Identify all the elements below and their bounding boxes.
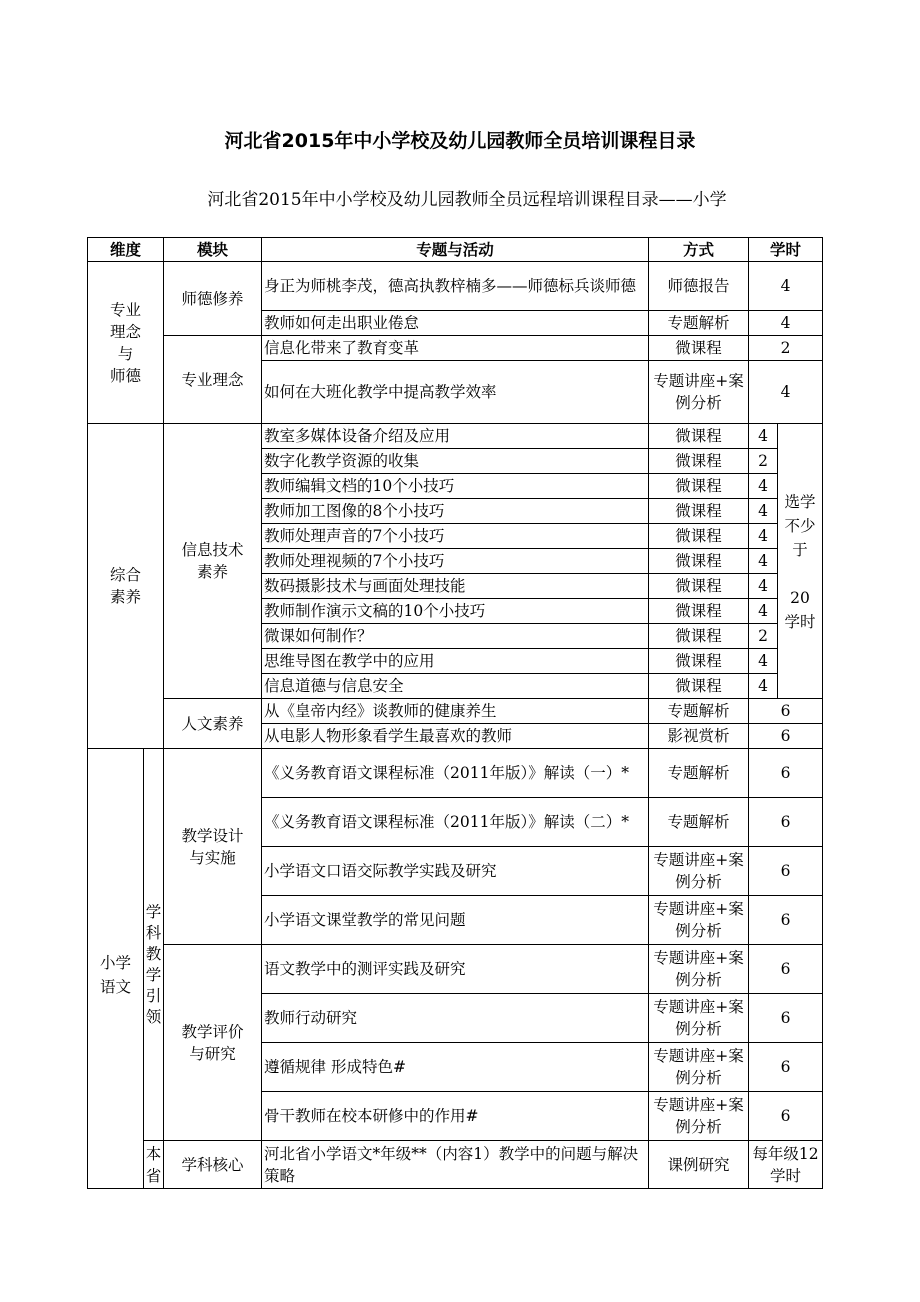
topic-cell: 教师加工图像的8个小技巧	[262, 499, 649, 524]
topic-cell: 教师如何走出职业倦怠	[262, 311, 649, 336]
hours-cell: 4	[749, 262, 823, 311]
method-cell: 影视赏析	[649, 724, 749, 749]
topic-cell: 小学语文口语交际教学实践及研究	[262, 847, 649, 896]
dimension-subject-guidance: 学科教学引领	[144, 749, 164, 1141]
module-humanities: 人文素养	[164, 699, 262, 749]
elective-note: 选学 不少 于 20 学时	[778, 424, 823, 699]
topic-cell: 语文教学中的测评实践及研究	[262, 945, 649, 994]
hours-cell: 4	[749, 311, 823, 336]
topic-cell: 数字化教学资源的收集	[262, 449, 649, 474]
hours-cell: 4	[749, 424, 778, 449]
method-cell: 微课程	[649, 336, 749, 361]
method-cell: 专题讲座+案例分析	[649, 896, 749, 945]
topic-cell: 教室多媒体设备介绍及应用	[262, 424, 649, 449]
table-row	[88, 699, 823, 724]
module-ethics: 师德修养	[164, 262, 262, 336]
hours-cell: 6	[749, 1043, 823, 1092]
topic-cell: 教师行动研究	[262, 994, 649, 1043]
method-cell: 专题解析	[649, 749, 749, 798]
method-cell: 专题解析	[649, 699, 749, 724]
module-concept: 专业理念	[164, 336, 262, 424]
method-cell: 专题解析	[649, 311, 749, 336]
method-cell: 专题讲座+案例分析	[649, 1043, 749, 1092]
hours-cell: 4	[749, 524, 778, 549]
topic-cell: 微课如何制作？	[262, 624, 649, 649]
topic-cell: 数码摄影技术与画面处理技能	[262, 574, 649, 599]
module-infotech: 信息技术 素养	[164, 424, 262, 699]
topic-cell: 教师处理视频的7个小技巧	[262, 549, 649, 574]
dimension-comprehensive: 综合 素养	[88, 424, 164, 749]
hours-cell: 6	[749, 945, 823, 994]
topic-cell: 遵循规律 形成特色#	[262, 1043, 649, 1092]
topic-cell: 教师处理声音的7个小技巧	[262, 524, 649, 549]
table-header-row	[88, 238, 823, 262]
method-cell: 微课程	[649, 424, 749, 449]
document-title: 河北省2015年中小学校及幼儿园教师全员培训课程目录	[224, 130, 696, 152]
method-cell: 专题讲座+案例分析	[649, 361, 749, 424]
method-cell: 微课程	[649, 674, 749, 699]
method-cell: 师德报告	[649, 262, 749, 311]
hours-cell: 4	[749, 499, 778, 524]
hours-cell: 2	[749, 624, 778, 649]
table-row	[88, 749, 823, 798]
method-cell: 微课程	[649, 624, 749, 649]
topic-cell: 《义务教育语文课程标准（2011年版）》解读（二）*	[262, 798, 649, 847]
hours-cell: 4	[749, 599, 778, 624]
topic-cell: 河北省小学语文*年级**（内容1）教学中的问题与解决策略	[262, 1141, 649, 1189]
dimension-primary-chinese: 小学 语文	[88, 749, 144, 1189]
method-cell: 专题讲座+案例分析	[649, 945, 749, 994]
topic-cell: 身正为师桃李茂，德高执教梓楠多——师德标兵谈师德	[262, 262, 649, 311]
topic-cell: 从电影人物形象看学生最喜欢的教师	[262, 724, 649, 749]
topic-cell: 《义务教育语文课程标准（2011年版）》解读（一）*	[262, 749, 649, 798]
method-cell: 微课程	[649, 599, 749, 624]
header-module: 模块	[164, 238, 262, 262]
hours-cell: 4	[749, 674, 778, 699]
topic-cell: 如何在大班化教学中提高教学效率	[262, 361, 649, 424]
header-hours: 学时	[749, 238, 823, 262]
table-row	[88, 945, 823, 994]
module-evaluation: 教学评价 与研究	[164, 945, 262, 1141]
hours-cell: 6	[749, 749, 823, 798]
header-dimension: 维度	[88, 238, 164, 262]
hours-cell: 4	[749, 361, 823, 424]
table-row	[88, 424, 823, 449]
topic-cell: 信息化带来了教育变革	[262, 336, 649, 361]
topic-cell: 思维导图在教学中的应用	[262, 649, 649, 674]
hours-cell: 4	[749, 649, 778, 674]
table-row	[88, 262, 823, 311]
topic-cell: 信息道德与信息安全	[262, 674, 649, 699]
hours-cell: 6	[749, 1092, 823, 1141]
hours-cell: 2	[749, 336, 823, 361]
topic-cell: 从《皇帝内经》谈教师的健康养生	[262, 699, 649, 724]
method-cell: 专题讲座+案例分析	[649, 1092, 749, 1141]
hours-cell: 4	[749, 574, 778, 599]
hours-cell: 4	[749, 474, 778, 499]
hours-cell: 4	[749, 549, 778, 574]
method-cell: 微课程	[649, 449, 749, 474]
topic-cell: 教师制作演示文稿的10个小技巧	[262, 599, 649, 624]
method-cell: 课例研究	[649, 1141, 749, 1189]
header-topic: 专题与活动	[262, 238, 649, 262]
method-cell: 微课程	[649, 649, 749, 674]
hours-cell: 6	[749, 896, 823, 945]
document-subtitle: 河北省2015年中小学校及幼儿园教师全员远程培训课程目录——小学	[207, 190, 727, 210]
table-row	[88, 336, 823, 361]
method-cell: 专题讲座+案例分析	[649, 994, 749, 1043]
hours-cell: 6	[749, 847, 823, 896]
dimension-professional-ethics: 专业 理念 与 师德	[88, 262, 164, 424]
course-table	[87, 237, 823, 1189]
hours-cell: 6	[749, 798, 823, 847]
topic-cell: 骨干教师在校本研修中的作用#	[262, 1092, 649, 1141]
table-row	[88, 1141, 823, 1189]
method-cell: 专题解析	[649, 798, 749, 847]
method-cell: 微课程	[649, 499, 749, 524]
method-cell: 微课程	[649, 524, 749, 549]
hours-cell: 2	[749, 449, 778, 474]
method-cell: 微课程	[649, 474, 749, 499]
hours-cell: 每年级12学时	[749, 1141, 823, 1189]
dimension-province: 本省	[144, 1141, 164, 1189]
header-method: 方式	[649, 238, 749, 262]
method-cell: 微课程	[649, 549, 749, 574]
method-cell: 专题讲座+案例分析	[649, 847, 749, 896]
module-core: 学科核心	[164, 1141, 262, 1189]
topic-cell: 教师编辑文档的10个小技巧	[262, 474, 649, 499]
hours-cell: 6	[749, 699, 823, 724]
topic-cell: 小学语文课堂教学的常见问题	[262, 896, 649, 945]
module-design: 教学设计 与实施	[164, 749, 262, 945]
hours-cell: 6	[749, 724, 823, 749]
method-cell: 微课程	[649, 574, 749, 599]
hours-cell: 6	[749, 994, 823, 1043]
